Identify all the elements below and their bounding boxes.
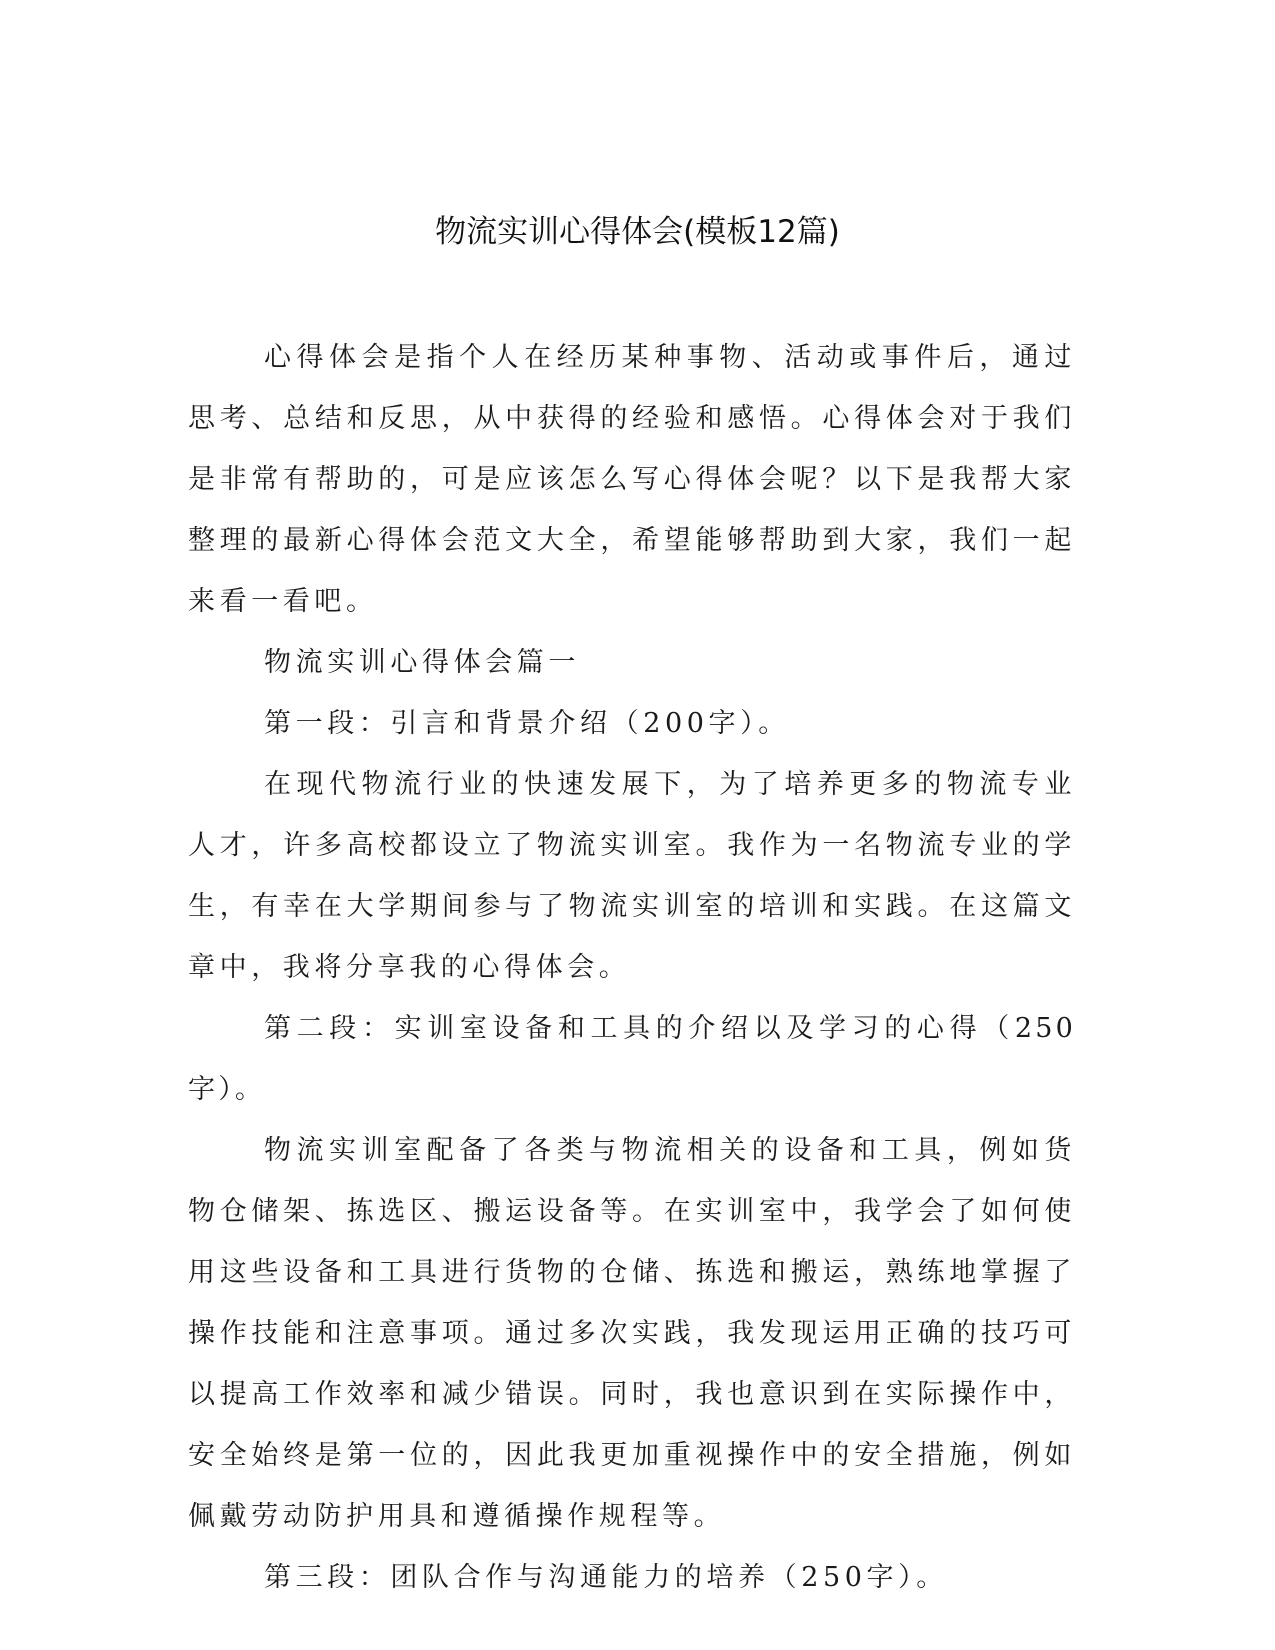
document-body [188,327,1076,1608]
section-heading: 物流实训心得体会篇一 [264,647,580,678]
document-title: 物流实训心得体会(模板12篇) [435,214,840,250]
intro-paragraph: 心得体会是指个人在经历某种事物、活动或事件后，通过思考、总结和反思，从中获得的经验和感悟。心得体会对于我们是非常有帮助的，可是应该怎么写心得体会呢？以下是我帮大家整理的最新心得体会范文大全，希望能够帮助到大家，我们一起来看一看吧。 [188,342,1076,617]
paragraph-heading-1: 第一段：引言和背景介绍（200字）。 [264,708,790,739]
paragraph-heading-2: 第二段：实训室设备和工具的介绍以及学习的心得（250字）。 [188,1013,1076,1105]
body-paragraph-2: 物流实训室配备了各类与物流相关的设备和工具，例如货物仓储架、拣选区、搬运设备等。在实训室中，我学会了如何使用这些设备和工具进行货物的仓储、拣选和搬运，熟练地掌握了操作技能和注意事项。通过多次实践，我发现运用正确的技巧可以提高工作效率和减少错误。同时，我也意识到在实际操作中，安全始终是第一位的，因此我更加重视操作中的安全措施，例如佩戴劳动防护用具和遵循操作规程等。 [188,1135,1076,1532]
body-paragraph-1: 在现代物流行业的快速发展下，为了培养更多的物流专业人才，许多高校都设立了物流实训室。我作为一名物流专业的学生，有幸在大学期间参与了物流实训室的培训和实践。在这篇文章中，我将分享我的心得体会。 [188,769,1076,983]
paragraph-heading-3: 第三段：团队合作与沟通能力的培养（250字）。 [264,1562,948,1593]
